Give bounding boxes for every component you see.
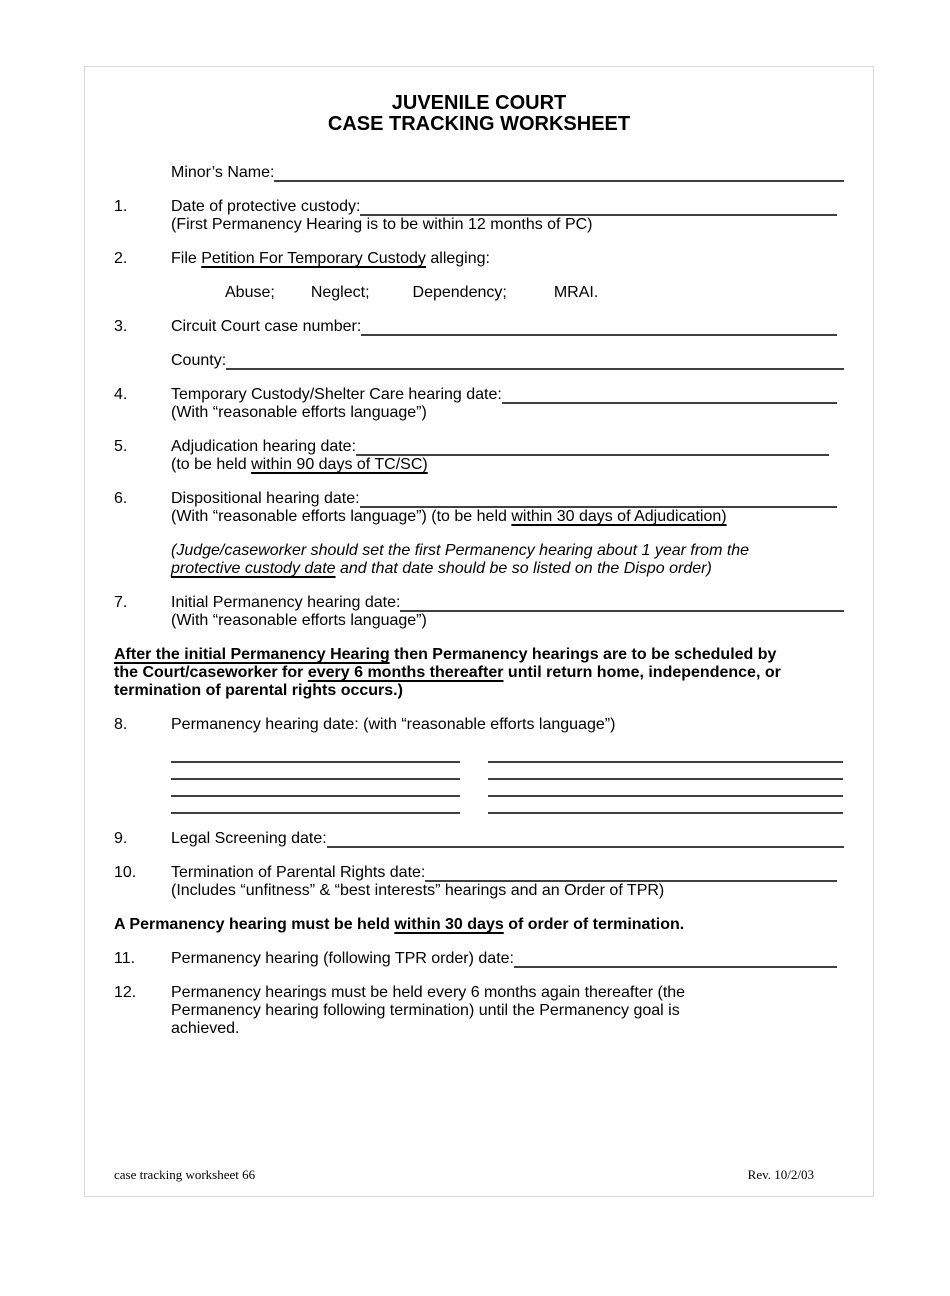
tpr-30-days-note: [114, 916, 844, 934]
item-1-number: 1.: [114, 198, 128, 215]
circuit-court-case-number-label: Circuit Court case number:: [171, 318, 362, 335]
item-8-number: 8.: [114, 716, 128, 733]
page-footer: [114, 1167, 814, 1182]
item-6-number: 6.: [114, 490, 128, 507]
after-note-line-2: [114, 664, 844, 682]
item-8: [114, 716, 844, 734]
tc-shelter-care-hearing-date-field[interactable]: [502, 386, 837, 404]
protective-custody-date-label: Date of protective custody:: [171, 198, 361, 215]
item-11: [114, 950, 844, 968]
county-field[interactable]: [226, 352, 844, 370]
permanency-hearing-date-field-1[interactable]: [171, 746, 460, 763]
after-note-line-1-underlined: After the initial Permanency Hearing: [114, 646, 390, 663]
tpr-date-label: Termination of Parental Rights date:: [171, 864, 426, 881]
judge-note-line-2: [171, 560, 844, 578]
footer-revision-date: Rev. 10/2/03: [747, 1167, 814, 1182]
after-note-line-1-rest: then Permanency hearings are to be scheduled by: [389, 646, 777, 663]
permanency-hearing-date-field-3[interactable]: [171, 763, 460, 780]
after-note-line-2-rest: until return home, independence, or: [503, 664, 781, 681]
legal-screening-date-label: Legal Screening date:: [171, 830, 327, 847]
after-note-line-2-pre: the Court/caseworker for: [114, 664, 308, 681]
permanency-hearing-dates-grid: [171, 746, 844, 814]
item-3: [114, 318, 844, 336]
permanency-hearing-date-label: Permanency hearing date: (with “reasonable efforts language”): [171, 716, 616, 733]
minor-name-row: [114, 164, 844, 182]
tc-shelter-care-hearing-date-label: Temporary Custody/Shelter Care hearing date:: [171, 386, 502, 403]
item-2: [114, 250, 844, 268]
permanency-hearing-after-tpr-field[interactable]: [514, 950, 837, 968]
adjudication-hearing-date-field[interactable]: [356, 438, 829, 456]
item-6: [114, 490, 844, 526]
item-2-number: 2.: [114, 250, 128, 267]
after-note-line-2-underlined: every 6 months thereafter: [307, 664, 504, 681]
item-6-note-pre: (With “reasonable efforts language”) (to be held: [171, 508, 512, 525]
item-5-note-underlined: within 90 days of TC/SC): [251, 456, 428, 473]
tpr-note-rest: of order of termination.: [503, 916, 685, 933]
legal-screening-date-field[interactable]: [327, 830, 844, 848]
footer-document-id: case tracking worksheet 66: [114, 1167, 256, 1182]
county-label: County:: [171, 352, 227, 369]
number-spacer: [114, 352, 171, 370]
option-neglect: Neglect;: [310, 284, 370, 301]
item-4-note: (With “reasonable efforts language”): [171, 404, 427, 421]
item-7-note: (With “reasonable efforts language”): [171, 612, 427, 629]
dispositional-hearing-date-label: Dispositional hearing date:: [171, 490, 360, 507]
protective-custody-date-underlined: protective custody date: [171, 560, 336, 577]
item-10: [114, 864, 844, 900]
item-7: [114, 594, 844, 630]
item-9: [114, 830, 844, 848]
item-12-number: 12.: [114, 984, 137, 1001]
permanency-hearing-after-tpr-label: Permanency hearing (following TPR order) date:: [171, 950, 514, 967]
after-note-line-3: termination of parental rights occurs.): [114, 682, 403, 699]
minor-name-label: Minor’s Name:: [171, 164, 275, 181]
dispositional-hearing-date-field[interactable]: [360, 490, 837, 508]
alleging-options-row: [114, 284, 844, 302]
item-1: [114, 198, 844, 234]
minor-name-field[interactable]: [274, 164, 844, 182]
adjudication-hearing-date-label: Adjudication hearing date:: [171, 438, 357, 455]
item-5: [114, 438, 844, 474]
item-2-label-pre: File: [171, 250, 202, 267]
item-7-number: 7.: [114, 594, 128, 611]
item-12-line-3: achieved.: [171, 1020, 240, 1037]
item-9-number: 9.: [114, 830, 128, 847]
item-4-number: 4.: [114, 386, 128, 403]
worksheet-page: [84, 66, 874, 1197]
protective-custody-date-field[interactable]: [360, 198, 837, 216]
initial-permanency-hearing-date-label: Initial Permanency hearing date:: [171, 594, 401, 611]
option-abuse: Abuse;: [225, 284, 275, 301]
item-6-note: [171, 508, 844, 526]
item-3-number: 3.: [114, 318, 128, 335]
item-12-line-2: Permanency hearing following termination) until the Permanency goal is: [171, 1002, 680, 1019]
option-mrai: MRAI.: [553, 284, 599, 301]
title-line-1: JUVENILE COURT: [391, 92, 567, 114]
judge-note-line-1: (Judge/caseworker should set the first Permanency hearing about 1 year from the: [171, 542, 750, 559]
item-2-label-post: alleging:: [425, 250, 490, 267]
item-5-note: [171, 456, 844, 474]
item-10-number: 10.: [114, 864, 137, 881]
after-note-line-1: [114, 646, 844, 664]
item-6-note-underlined: within 30 days of Adjudication): [511, 508, 727, 525]
item-12-line-1: Permanency hearings must be held every 6 months again thereafter (the: [171, 984, 686, 1001]
item-1-note: (First Permanency Hearing is to be within 12 months of PC): [171, 216, 593, 233]
item-11-number: 11.: [114, 950, 136, 967]
page-title: [114, 93, 844, 135]
initial-permanency-hearing-date-field[interactable]: [400, 594, 844, 612]
judge-note-line-2-rest: and that date should be so listed on the Dispo order): [335, 560, 712, 577]
after-initial-permanency-note: [114, 646, 844, 700]
number-spacer: [114, 542, 171, 578]
item-12: [114, 984, 844, 1038]
petition-title-underlined: Petition For Temporary Custody: [201, 250, 426, 267]
option-dependency: Dependency;: [412, 284, 507, 301]
tpr-note-underlined: within 30 days: [394, 916, 504, 933]
permanency-hearing-date-field-7[interactable]: [171, 797, 460, 814]
number-spacer: [114, 164, 171, 182]
tpr-note-pre: A Permanency hearing must be held: [114, 916, 395, 933]
permanency-hearing-date-field-4[interactable]: [488, 763, 843, 780]
county-row: [114, 352, 844, 370]
judge-caseworker-note: [114, 542, 844, 578]
number-spacer: [114, 284, 171, 302]
item-5-note-pre: (to be held: [171, 456, 252, 473]
circuit-court-case-number-field[interactable]: [361, 318, 837, 336]
title-line-2: CASE TRACKING WORKSHEET: [327, 113, 631, 135]
item-5-number: 5.: [114, 438, 128, 455]
permanency-hearing-date-field-8[interactable]: [488, 797, 843, 814]
item-2-label: [171, 250, 844, 268]
item-4: [114, 386, 844, 422]
tpr-date-field[interactable]: [425, 864, 837, 882]
item-10-note: (Includes “unfitness” & “best interests” hearings and an Order of TPR): [171, 882, 665, 899]
permanency-hearing-date-field-6[interactable]: [488, 780, 843, 797]
permanency-hearing-date-field-2[interactable]: [488, 746, 843, 763]
permanency-hearing-date-field-5[interactable]: [171, 780, 460, 797]
